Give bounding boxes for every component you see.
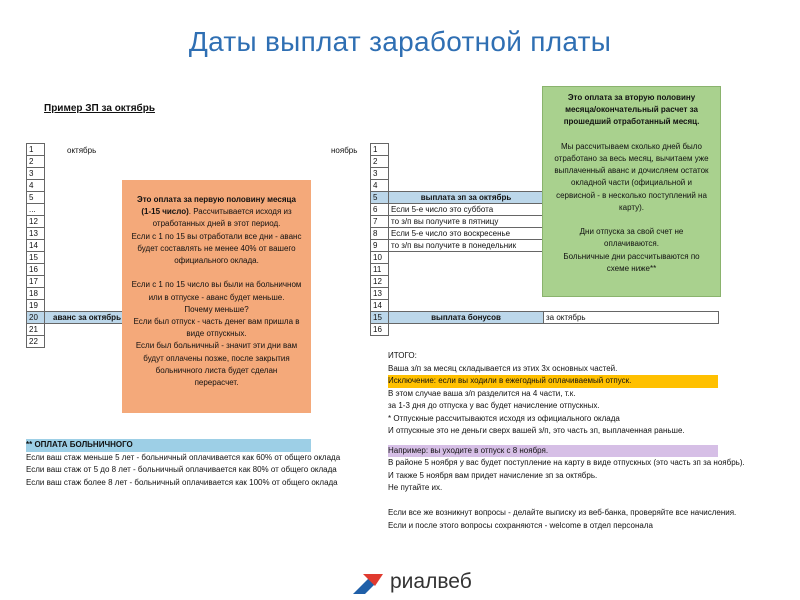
orange-line: будут оплачены позже, после закрытия — [143, 353, 290, 363]
day-number: 1 — [27, 144, 45, 156]
day-number: 7 — [371, 216, 389, 228]
october-day-row — [27, 264, 130, 276]
orange-line: Почему меньше? — [184, 304, 249, 314]
day-note: Если 5-е число это суббота — [389, 204, 544, 216]
october-calendar — [26, 143, 130, 348]
summary-line: В районе 5 ноября у вас будет поступление на карту в виде отпускных (это часть зп за ноябрь). — [388, 458, 745, 467]
summary-block — [388, 350, 745, 532]
day-note — [389, 144, 544, 156]
green-line: Это оплата за вторую половину — [567, 93, 696, 102]
green-line: оплачиваются. — [604, 239, 659, 249]
day-number: 15 — [27, 252, 45, 264]
october-month-label: октябрь — [67, 146, 97, 155]
green-line: схеме ниже** — [606, 263, 657, 273]
summary-line: Не путайте их. — [388, 483, 443, 492]
orange-line: больничного листа будет сделан — [155, 365, 278, 375]
orange-line: или в отпуске - аванс будет меньше. — [148, 292, 285, 302]
october-day-row — [27, 192, 130, 204]
day-number: 15 — [371, 312, 389, 324]
green-line: месяца/окончательный расчет за — [565, 105, 698, 115]
green-line: окладной части (официальной и — [571, 178, 692, 188]
day-number: ... — [27, 204, 45, 216]
summary-line: В этом случае ваша з/п разделится на 4 части, т.к. — [388, 388, 576, 398]
orange-line: Если был больничный - значит эти дни вам — [135, 341, 298, 351]
rialweb-logo-icon — [353, 572, 385, 594]
october-day-row — [27, 312, 130, 324]
day-number: 11 — [371, 264, 389, 276]
october-day-row — [27, 240, 130, 252]
october-day-row — [27, 324, 130, 336]
green-line: сервисной - в несколько поступлений на — [556, 190, 707, 200]
day-number: 20 — [27, 312, 45, 324]
october-day-row — [27, 144, 130, 156]
summary-line: Если и после этого вопросы сохраняются - welcome в отдел персонала — [388, 520, 653, 530]
day-note: выплата зп за октябрь — [389, 192, 544, 204]
first-half-explanation — [122, 180, 311, 413]
october-day-row — [27, 276, 130, 288]
orange-line: Если с 1 по 15 число вы были на больничном — [131, 280, 302, 290]
day-note: выплата бонусов — [389, 312, 544, 324]
summary-line — [388, 495, 745, 508]
exception-highlight: Исключение: если вы ходили в ежегодный оплачиваемый отпуск. — [388, 375, 718, 388]
day-note — [389, 300, 544, 312]
avans-label: аванс за октябрь — [45, 312, 130, 324]
day-note — [389, 156, 544, 168]
bonus-period: за октябрь — [544, 312, 719, 324]
sick-pay-block — [26, 439, 340, 489]
green-line: выплаченный аванс и дочисляем остаток — [554, 166, 709, 176]
day-number: 4 — [27, 180, 45, 192]
november-day-row — [371, 324, 719, 336]
day-number: 3 — [371, 168, 389, 180]
green-line: прошедший отработанный месяц. — [563, 117, 700, 127]
example-title: Пример ЗП за октябрь — [44, 103, 155, 114]
day-number: 13 — [27, 228, 45, 240]
day-number: 16 — [371, 324, 389, 336]
orange-line: отработанных дней в этот период. — [152, 219, 281, 229]
november-day-row — [371, 312, 719, 324]
day-number: 22 — [27, 336, 45, 348]
summary-line: за 1-3 дня до отпуска у вас будет начисление отпускных. — [388, 401, 600, 410]
day-number: 4 — [371, 180, 389, 192]
october-day-row — [27, 180, 130, 192]
november-day-row — [371, 300, 719, 312]
green-line: Дни отпуска за свой счет не — [579, 227, 684, 237]
day-number: 17 — [27, 276, 45, 288]
summary-line: * Отпускные рассчитываются исходя из официального оклада — [388, 413, 620, 423]
orange-line: будет составлять не менее 40% от вашего — [137, 243, 296, 253]
orange-line: Если с 1 по 15 вы отработали все дни - аванс — [131, 231, 302, 241]
day-number: 12 — [371, 276, 389, 288]
logo-text: риалвеб — [390, 570, 472, 593]
day-number: 19 — [27, 300, 45, 312]
day-number: 2 — [27, 156, 45, 168]
day-note: Если 5-е число это воскресенье — [389, 228, 544, 240]
october-day-row — [27, 204, 130, 216]
day-note — [389, 324, 544, 336]
october-day-row — [27, 228, 130, 240]
day-note: то з/п вы получите в пятницу — [389, 216, 544, 228]
day-number: 6 — [371, 204, 389, 216]
day-note: то з/п вы получите в понедельник — [389, 240, 544, 252]
day-number: 13 — [371, 288, 389, 300]
summary-line: И также 5 ноября вам придет начисление зп за октябрь. — [388, 470, 598, 480]
green-line — [549, 214, 714, 226]
day-number: 21 — [27, 324, 45, 336]
sick-pay-line: Если ваш стаж от 5 до 8 лет - больничный оплачивается как 80% от общего оклада — [26, 465, 337, 474]
day-note — [389, 180, 544, 192]
orange-line: Это оплата за первую половину месяца — [137, 195, 296, 204]
green-line: Больничные дни рассчитываются по — [563, 251, 700, 261]
october-day-row — [27, 156, 130, 168]
green-line — [549, 129, 714, 141]
day-number: 14 — [371, 300, 389, 312]
example-highlight: Например: вы уходите в отпуск с 8 ноября. — [388, 445, 718, 458]
october-day-row — [27, 168, 130, 180]
day-number: 18 — [27, 288, 45, 300]
summary-heading: ИТОГО: — [388, 351, 417, 360]
day-number: 9 — [371, 240, 389, 252]
green-line: отработано за весь месяц, вычитаем уже — [554, 154, 709, 164]
october-day-row — [27, 300, 130, 312]
day-number: 5 — [371, 192, 389, 204]
day-note — [389, 168, 544, 180]
sick-pay-line: Если ваш стаж меньше 5 лет - больничный оплачивается как 60% от общего оклада — [26, 452, 341, 462]
november-month-label: ноябрь — [331, 146, 358, 155]
day-number: 12 — [27, 216, 45, 228]
day-note — [389, 276, 544, 288]
day-note — [389, 264, 544, 276]
summary-line: Если все же возникнут вопросы - делайте выписку из веб-банка, проверяйте все начисления. — [388, 508, 737, 517]
orange-line: официального оклада. — [174, 256, 259, 266]
day-number: 1 — [371, 144, 389, 156]
summary-line: Ваша з/п за месяц складывается из этих 3х основных частей. — [388, 363, 618, 373]
day-note — [389, 252, 544, 264]
green-line: карту). — [618, 202, 645, 212]
page-title: Даты выплат заработной платы — [188, 26, 612, 57]
second-half-explanation — [542, 86, 721, 297]
day-number: 8 — [371, 228, 389, 240]
day-number: 14 — [27, 240, 45, 252]
summary-line: И отпускные это не деньги сверх вашей з/п, это часть зп, выплаченная раньше. — [388, 426, 685, 435]
day-number: 2 — [371, 156, 389, 168]
day-number: 16 — [27, 264, 45, 276]
october-day-row — [27, 336, 130, 348]
orange-line — [128, 267, 305, 279]
day-number: 5 — [27, 192, 45, 204]
october-day-row — [27, 288, 130, 300]
day-number: 3 — [27, 168, 45, 180]
orange-line: (1-15 число). Рассчитывается исходя из — [141, 207, 292, 217]
orange-line: перерасчет. — [194, 378, 239, 388]
day-number: 10 — [371, 252, 389, 264]
orange-line: Если был отпуск - часть денег вам пришла в — [133, 317, 300, 327]
green-line: Мы рассчитываем сколько дней было — [560, 141, 702, 151]
sick-pay-heading: ** ОПЛАТА БОЛЬНИЧНОГО — [26, 439, 311, 452]
day-note — [389, 288, 544, 300]
october-day-row — [27, 252, 130, 264]
orange-line: виде отпускных. — [186, 329, 247, 339]
october-day-row — [27, 216, 130, 228]
sick-pay-line: Если ваш стаж более 8 лет - больничный оплачивается как 100% от общего оклада — [26, 477, 338, 487]
